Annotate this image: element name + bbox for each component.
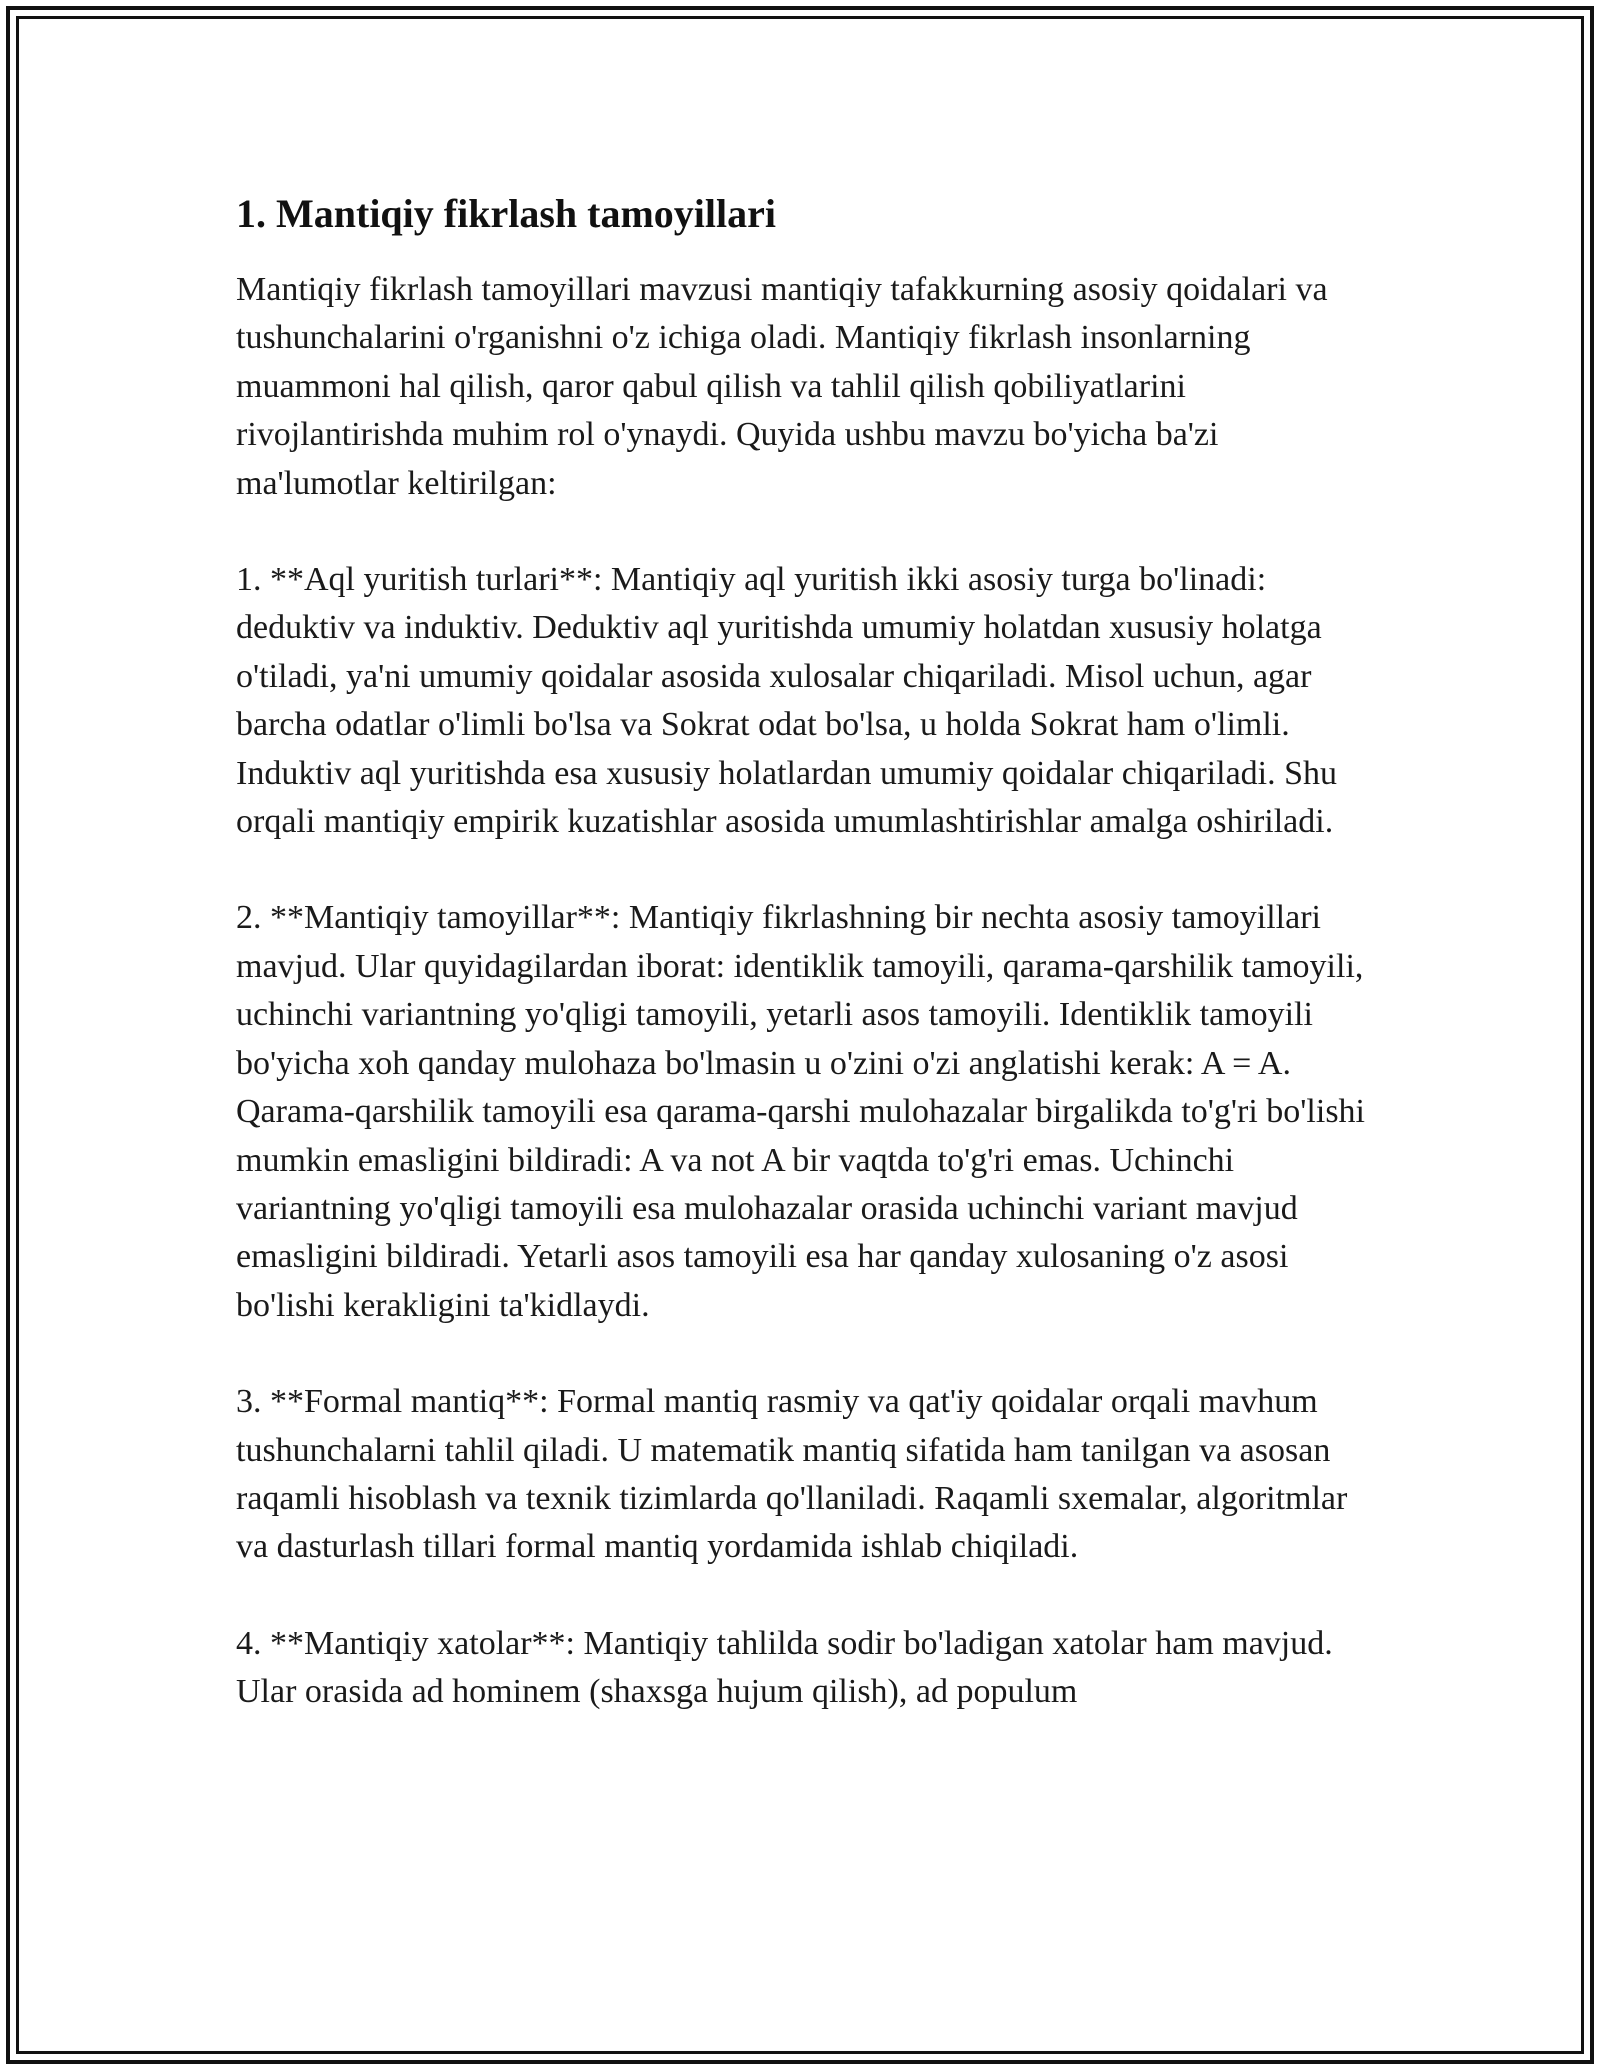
- paragraph-mantiqiy-tamoyillar: 2. **Mantiqiy tamoyillar**: Mantiqiy fikrlashning bir nechta asosiy tamoyillari mavjud. Ular quyidagilardan iborat: identiklik tamoyili, qarama-qarshilik tamoyili, uchinchi variantning yo'qligi tamoyili, yetarli asos tamoyili. Identiklik tamoyili bo'yicha xoh qanday mulohaza bo'lmasin u o'zini o'zi anglatishi kerak: A = A. Qarama-qarshilik tamoyili esa qarama-qarshi mulohazalar birgalikda to'g'ri bo'lishi mumkin emasligini bildiradi: A va not A bir vaqtda to'g'ri emas. Uchinchi variantning yo'qligi tamoyili esa mulohazalar orasida uchinchi variant mavjud emasligini bildiradi. Yetarli asos tamoyili esa har qanday xulosaning o'z asosi bo'lishi kerakligini ta'kidlaydi.: [236, 899, 1366, 1324]
- intro-paragraph: Mantiqiy fikrlash tamoyillari mavzusi mantiqiy tafakkurning asosiy qoidalari va tushunchalarini o'rganishni o'z ichiga oladi. Mantiqiy fikrlash insonlarning muammoni hal qilish, qaror qabul qilish va tahlil qilish qobiliyatlarini rivojlantirishda muhim rol o'ynaydi. Quyida ushbu mavzu bo'yicha ba'zi ma'lumotlar keltirilgan:: [236, 271, 1328, 502]
- paragraph-aql-yuritish-turlari: 1. **Aql yuritish turlari**: Mantiqiy aql yuritish ikki asosiy turga bo'linadi: deduktiv va induktiv. Deduktiv aql yuritishda umumiy holatdan xususiy holatga o'tiladi, ya'ni umumiy qoidalar asosida xulosalar chiqariladi. Misol uchun, agar barcha odatlar o'limli bo'lsa va Sokrat odat bo'lsa, u holda Sokrat ham o'limli. Induktiv aql yuritishda esa xususiy holatlardan umumiy qoidalar chiqariladi. Shu orqali mantiqiy empirik kuzatishlar asosida umumlashtirishlar amalga oshiriladi.: [236, 561, 1338, 841]
- document-page: [236, 186, 1376, 1765]
- page-title: 1. Mantiqiy fikrlash tamoyillari: [236, 191, 776, 236]
- paragraph-mantiqiy-xatolar: 4. **Mantiqiy xatolar**: Mantiqiy tahlilda sodir bo'ladigan xatolar ham mavjud. Ular orasida ad hominem (shaxsga hujum qilish), ad populum: [236, 1624, 1333, 1711]
- paragraph-formal-mantiq: 3. **Formal mantiq**: Formal mantiq rasmiy va qat'iy qoidalar orqali mavhum tushunchalarni tahlil qiladi. U matematik mantiq sifatida ham tanilgan va asosan raqamli hisoblash va texnik tizimlarda qo'llaniladi. Raqamli sxemalar, algoritmlar va dasturlash tillari formal mantiq yordamida ishlab chiqiladi.: [236, 1383, 1348, 1566]
